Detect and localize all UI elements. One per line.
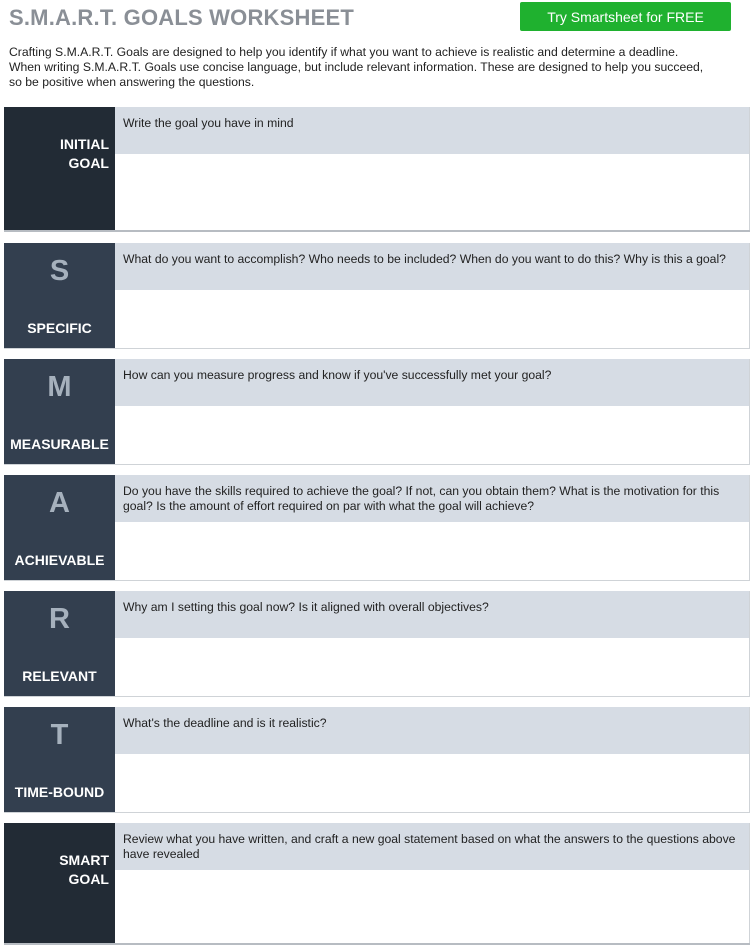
page-title: S.M.A.R.T. GOALS WORKSHEET xyxy=(9,5,354,30)
specific-content xyxy=(115,243,750,348)
smart-goal-label: SMART GOAL xyxy=(59,852,109,887)
intro-line: Crafting S.M.A.R.T. Goals are designed to help you identify if what you want to achieve is realistic and determine a deadline. xyxy=(9,45,679,59)
achievable-letter: A xyxy=(49,487,70,519)
relevant-label: RELEVANT xyxy=(22,668,97,684)
achievable-label: ACHIEVABLE xyxy=(14,552,105,568)
achievable-section xyxy=(4,475,750,581)
specific-letter: S xyxy=(49,255,70,287)
time-bound-label: TIME-BOUND xyxy=(14,784,105,800)
initial-goal-content xyxy=(115,107,750,230)
achievable-content xyxy=(115,475,750,580)
achievable-label-panel xyxy=(4,475,115,580)
specific-prompt: What do you want to accomplish? Who needs to be included? When do you want to do this? Why is this a goal? xyxy=(115,243,749,290)
measurable-letter: M xyxy=(47,371,72,403)
try-smartsheet-button[interactable]: Try Smartsheet for FREE xyxy=(520,2,731,31)
achievable-answer-field[interactable] xyxy=(115,522,749,580)
measurable-answer-field[interactable] xyxy=(115,406,749,464)
initial-goal-label: INITIAL GOAL xyxy=(60,136,109,171)
measurable-prompt: How can you measure progress and know if you've successfully met your goal? xyxy=(115,359,749,406)
measurable-content xyxy=(115,359,750,464)
specific-section xyxy=(4,243,750,349)
initial-goal-prompt: Write the goal you have in mind xyxy=(115,107,749,154)
relevant-prompt: Why am I setting this goal now? Is it aligned with overall objectives? xyxy=(115,591,749,638)
specific-label-panel xyxy=(4,243,115,348)
intro-text xyxy=(9,45,747,90)
specific-label: SPECIFIC xyxy=(27,320,92,336)
intro-line: When writing S.M.A.R.T. Goals use concise language, but include relevant information. These are designed to help you succeed, xyxy=(9,60,704,74)
smart-goal-prompt: Review what you have written, and craft a new goal statement based on what the answers to the questions above have revealed xyxy=(115,823,749,870)
smart-goal-section xyxy=(4,823,750,945)
initial-goal-section xyxy=(4,107,750,232)
time-bound-label-panel xyxy=(4,707,115,812)
relevant-label-panel xyxy=(4,591,115,696)
intro-line: so be positive when answering the questions. xyxy=(9,75,255,89)
smart-goal-content xyxy=(115,823,750,943)
relevant-letter: R xyxy=(49,603,70,635)
specific-answer-field[interactable] xyxy=(115,290,749,348)
achievable-prompt: Do you have the skills required to achieve the goal? If not, can you obtain them? What is the motivation for this goal? Is the amount of effort required on par with what the goal will achieve? xyxy=(115,475,749,522)
smart-goal-label-panel xyxy=(4,823,115,943)
time-bound-section xyxy=(4,707,750,813)
relevant-answer-field[interactable] xyxy=(115,638,749,696)
relevant-content xyxy=(115,591,750,696)
time-bound-content xyxy=(115,707,750,812)
measurable-label-panel xyxy=(4,359,115,464)
measurable-section xyxy=(4,359,750,465)
time-bound-prompt: What's the deadline and is it realistic? xyxy=(115,707,749,754)
relevant-section xyxy=(4,591,750,697)
smart-goal-answer-field[interactable] xyxy=(115,870,749,943)
time-bound-answer-field[interactable] xyxy=(115,754,749,812)
initial-goal-label-panel xyxy=(4,107,115,230)
initial-goal-answer-field[interactable] xyxy=(115,154,749,230)
time-bound-letter: T xyxy=(50,719,69,751)
measurable-label: MEASURABLE xyxy=(10,436,109,452)
